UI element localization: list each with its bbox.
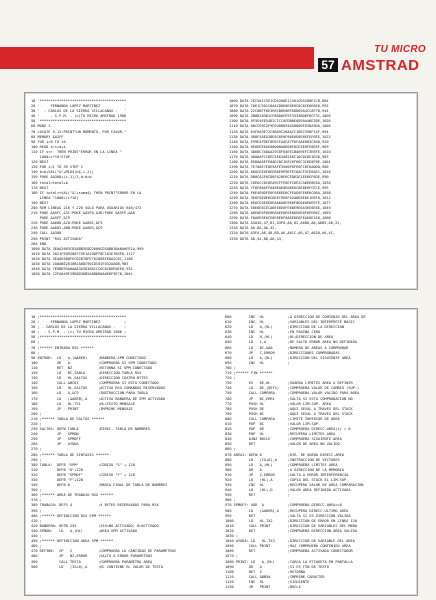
code-line: 760 JP NC,ERR1 ;SALTA SI ESTA COMPROBACION NO bbox=[225, 396, 353, 401]
code-line: 310 DEFB "O"+128 bbox=[31, 467, 83, 472]
tu-micro-label: TU MICRO bbox=[374, 44, 426, 55]
basic-listing-left bbox=[31, 99, 216, 283]
code-line: 1010 CALL PRINT ;DIRECCION DE VARIABLES DEL MENU bbox=[225, 523, 357, 528]
code-line: 1240 DATA F6E4E6DFE6F0E6EE6CFEAE6FE6E6C06A,1058 bbox=[229, 190, 331, 195]
code-line: 200 REM LINEAS 210 Y 220 SOLO PARA USUARIOS 646/472 bbox=[31, 205, 142, 210]
code-line: 650 LD L,A ;DE SALTO ERROR AREA NO DEFINIDA bbox=[225, 340, 357, 345]
code-line: 830 POP HL ;RECUPERA LIMITES AREA bbox=[225, 432, 336, 437]
code-line: 1050 CALL PRINT ;HAZ COMPRUEBA CONTENIDO AREA bbox=[225, 544, 351, 549]
code-line: 100 OR A ;COMPRUEBA SI SPM CONECTADO bbox=[31, 360, 157, 365]
code-line: 260 END bbox=[31, 241, 47, 246]
header-red-bar bbox=[0, 47, 314, 69]
code-line: 1120 DATA 64F6A9E72C5BA9C26AACC1DEC59DF15F,994 bbox=[229, 129, 329, 134]
code-line: 70 ;****** ENTRADA RSX ****** bbox=[31, 345, 94, 350]
code-line: 1030 DATA 2A0ABE2010B2A0DC90CDC01F032AA0B,985 bbox=[31, 262, 129, 266]
code-line: 280 ;****** TABLA DE SINTAXIS ****** bbox=[31, 452, 109, 457]
code-line: 180 IF total<>VAL("&"+suma$) THEN PRINT"ERROR EN LA bbox=[31, 190, 142, 195]
code-line: 630 INC HL ;EN PAGINA CERO bbox=[225, 330, 321, 335]
code-line: 1020 RET ;COMPRUEBA DIRECCION AREA VALIDA bbox=[225, 528, 357, 533]
code-line: 460 ; bbox=[31, 544, 42, 549]
assembler-listing-right bbox=[225, 315, 413, 591]
code-line: 10 ;**************************************** bbox=[31, 315, 127, 319]
code-line: 910 JP Z,ERROR ;SALTA A ERROR INTERFERENCIA bbox=[225, 472, 349, 477]
code-line: 390 ; bbox=[31, 508, 42, 513]
code-line: 800 CALL COMPARA ;LIMITE INFERIOR DE AREA bbox=[225, 416, 340, 421]
code-line: 30 ; - CARLOS DE LA SIERRA VILLACANAS - ; bbox=[31, 325, 127, 330]
code-line: 1110 DATA 00CCE0C2F9F04D6D94A58800F63DA3DA,1004 bbox=[229, 124, 331, 129]
code-line: 10 '**************************************** bbox=[31, 99, 127, 103]
code-line: 610 INC HL ;VARIABLES DEL INTERPRETE BASIC bbox=[225, 320, 355, 325]
code-line: 410 ; bbox=[31, 518, 42, 523]
code-line: 20 ' FERNANDO LOPEZ MARTINEZ ' bbox=[31, 104, 127, 109]
code-line: 440 ; bbox=[31, 534, 42, 539]
code-line: POKE &A5FF,&C9 bbox=[31, 216, 70, 221]
code-line: 950 RET ; bbox=[225, 493, 290, 498]
code-line: 670 JP C,ERROR ;DIRECCIONES COMPROBADAS bbox=[225, 350, 340, 355]
code-line: 1230 DATA 7F6F06AFF6A9EAE0E06E6C6E8E6FCECE,995 bbox=[229, 185, 329, 190]
code-line: 330 DEFB "F"+128 bbox=[31, 478, 83, 482]
code-line: 110 RET NZ ;RETORNA SI SPM CONECTADO bbox=[31, 365, 153, 370]
code-line: 1110 CALL &BB5A ;IMPRIME CARACTER bbox=[225, 574, 325, 579]
code-line: 230 POKE &A602,&BB:POKE &A603,&C9 bbox=[31, 226, 103, 231]
code-line: 870 AREA1: DEFW 0 ;DIR. DE QUEDA DIRECC.AREA bbox=[225, 452, 344, 457]
code-line: 1210 DATA DB0CA2F6CD6FA20E6CED62E1EE6EF6DE,990 bbox=[229, 175, 329, 180]
code-line: 640 LD H,(HL) ;HL=DIRECCION DE AREA bbox=[225, 335, 334, 340]
code-line: 940 LD (HL),D ;VALOR AREA DEFINIDA ACTIVADA bbox=[225, 488, 351, 493]
code-line: 300 TABLA: DEFB "SPM" ;CODIGO "S" + 128 bbox=[31, 462, 135, 467]
code-line: 1020 DATA 3EA0E680FECD2878FE702808FE8A2C8C,1188 bbox=[31, 256, 133, 261]
code-line: 720 ; bbox=[225, 376, 236, 381]
code-line: 1310 DATA A6,6A,A6,42, bbox=[229, 226, 277, 231]
code-line: 730 EX DE,HL ;GUARDA LIMITES AREA A DEFINIR bbox=[225, 381, 353, 386]
code-line: 190 NEXT bbox=[31, 200, 49, 205]
code-line: 880 LD (IX+0),A ;INSTRUCCION DE VECTORES bbox=[225, 457, 340, 462]
code-line: 700 ; bbox=[225, 365, 236, 370]
code-line: 240 CALL &A300 bbox=[31, 231, 62, 236]
code-line: 1260 DATA 6E6CE6E6E6EA66A6E9E6F6E6E6E6EEFE,1077 bbox=[229, 200, 331, 205]
code-line: 100 READ a:s=a+s bbox=[31, 144, 66, 149]
code-line: 1080 DATA 22C0BFF6E3E6CB6E6BF6DD69A4CCAF7D,944 bbox=[229, 109, 329, 114]
code-line: 1080 PRINT: LD A,(HL) ;CARGA LA ETIQUETA EN PANTALLA bbox=[225, 559, 353, 564]
code-line: 1250 DATA 3E6F6E0E6C6EEC9E6FA2A8E6E6E1E6F6,1012 bbox=[229, 195, 331, 200]
code-line: 1330 DATA A6,44,8D,A6,43, bbox=[229, 236, 284, 241]
code-line: 70 LOCATE 9,12:PRINT"UN MOMENTO, POR FAVOR." bbox=[31, 129, 127, 134]
code-line: 960 ; bbox=[225, 498, 236, 503]
code-line: 1300 DATA A3A3A,47,81,A3F0,A6,82,A6D0,A6,A685,A6,31, bbox=[229, 221, 342, 226]
code-line: 1000+i*10:STOP bbox=[31, 155, 70, 160]
code-line: 160 total=total+b bbox=[31, 180, 68, 185]
code-line: 780 PUSH DE ;AQUI SEVAL A TRAVES DEL STACK bbox=[225, 406, 353, 411]
code-line: 340 DEFB 0 ;MARCA FINAL DE TABLA DE NOMBRES bbox=[31, 483, 168, 488]
code-line: 50 '**************************************** bbox=[31, 119, 127, 124]
assembler-listing-panel bbox=[24, 308, 418, 596]
code-line: 1290 DATA F6A6E6E6CE6F6E6F0AEE6E6FEAE6E1E6,1068 bbox=[229, 216, 331, 221]
code-line: 40 ; - S.P.M. - (c) TU MICRO AMSTRAD 1986 ; bbox=[31, 330, 127, 335]
code-line: 660 LD BC,&A6 ;NUMERO DE AREAS A COMPROBAR bbox=[225, 345, 349, 350]
code-line: 1190 DATA 7E7A6E7E0E5AFE3500F6FE6FC6F6A0D0,986 bbox=[229, 165, 329, 170]
code-line: 850 RET ;VALOR DE AREA NO VALIDO bbox=[225, 442, 340, 447]
code-line: 150 LD HL,SALTOS ;ACTIVA RSX COMANDOS RESERVADOS bbox=[31, 386, 166, 391]
code-line: 1160 DATA 4D60C7A0AA29C8F64EE1BA69EFC3E6FE,1010 bbox=[229, 149, 331, 154]
code-line: 400 ;****** DEFINICION RSX SPM ****** bbox=[31, 513, 112, 518]
code-line: 180 LD HL,TX1 ;HL=TEXTO MENSAJE bbox=[31, 401, 135, 406]
code-line: 750 CALL COMPARA ;COMPRUEBA VALOR VALIDO PARA AREA bbox=[225, 391, 360, 396]
page-header bbox=[0, 0, 436, 80]
code-line: 1220 DATA C6E6CC0C6EA9CFFE6EFC6E2CA6EE6E6A,1034 bbox=[229, 180, 331, 185]
code-line: 1090 OR A ;SI ES FIN DE TEXTO bbox=[225, 564, 329, 569]
code-line: 360 ;****** AREA DE TRABAJO RSX ****** bbox=[31, 493, 114, 498]
code-line: 130 FOR i=1 TO 39 STEP 2 bbox=[31, 165, 83, 170]
code-line: 430 SPMON: LD A,(HL) ;AREA SPM ACTIVADO bbox=[31, 528, 138, 533]
code-line: 860 ; bbox=[225, 447, 236, 452]
code-line: 1130 JR PRINT ;BUCLE bbox=[225, 584, 301, 589]
code-line: 170 NEXT bbox=[31, 185, 49, 190]
code-line: 820 POP DE ;COMPRUEBA DIRECC.AREA(i) = 0 bbox=[225, 427, 351, 432]
code-line: 60 MODE 1 bbox=[31, 124, 51, 129]
code-line: 1050 DATA C2FA049F29D8D36B5A8D6D0A6E6F9E78,1041 bbox=[31, 272, 133, 277]
code-line: LINEA "1000+(i*10) bbox=[31, 195, 79, 200]
code-line: 250 PRINT "RSX ACTIVADA" bbox=[31, 236, 83, 241]
code-line: 1280 DATA A6E6E6F6E6E6AEE6E0E06E6E6F6EE66C,1063 bbox=[229, 211, 331, 216]
code-line: 90 ENTRAR: LD A,(&A6EB) ;BANDERA SPM CONECTADO bbox=[31, 355, 146, 360]
code-line: 1030 ; bbox=[225, 534, 238, 539]
code-line: 450 ;****** DEFINICION AREA SPM ****** bbox=[31, 539, 114, 544]
code-line: 930 INC HL ;RECUPERA VALOR DE AREA COMPARACION bbox=[225, 483, 364, 488]
code-line: 120 LD BC,TABLA ;DIRECCION TABLA RSX bbox=[31, 371, 142, 376]
code-line: 80 MEMORY &A2FF bbox=[31, 134, 64, 139]
basic-listing-right bbox=[229, 99, 413, 283]
code-line: 900 OR A ;A DIRECCION DE LA MEMORIA bbox=[225, 467, 344, 472]
page-number: 57 bbox=[318, 58, 338, 72]
code-line: 1140 DATA E99E4FDEF0E6CFAAFA7F6FAAE6D3C500,920 bbox=[229, 139, 329, 144]
code-line: 1000 LD HL,TX2 ;DIRECCION DE ERROR EN LINEA 120 bbox=[225, 518, 357, 523]
code-line: 840 DJNZ BUCLE ;COMPRUEBA SIGUIENTE AREA bbox=[225, 437, 342, 442]
code-line: 230 SALTOS: DEFW TABLA ;DIREC. TABLA DE NOMBRES bbox=[31, 427, 150, 432]
code-line: 60 ; bbox=[31, 340, 40, 345]
code-line: 210 POKE &A5FC,&3C:POKE &A5FD,&3B:POKE &A5FE,&A6 bbox=[31, 211, 135, 216]
code-line: 810 POP BC ;VALOR LIM.SUP. bbox=[225, 421, 321, 426]
code-line: 220 ; bbox=[31, 421, 42, 426]
code-line: 250 JP SPMOFF bbox=[31, 437, 81, 442]
code-line: 290 ; bbox=[31, 457, 42, 462]
code-line: 190 JP PRINT ;IMPRIME MENSAJE bbox=[31, 406, 133, 411]
code-line: 1200 DATA 68ACEE0F6EE86E9E9EFEC6ACF3CE6AE1,1016 bbox=[229, 170, 331, 175]
code-line: 40 ' - S.P.M. - (c)TU MICRO AMSTRAD 1986 bbox=[31, 114, 127, 119]
code-line: 210 ;****** TABLA DE SALTOS ****** bbox=[31, 416, 105, 421]
code-line: 970 SPMOFF: XOR A ;COMPRUEBA DIRECC.AREA<=0 bbox=[225, 503, 342, 508]
code-line: 420 BANDERA: DEFB 255 ;255=NO ACTIVADO; 0=ACTIVADO bbox=[31, 523, 159, 528]
code-line: 500 LD (IX+0),A ;HL CONTIENE EL VALOR DE TESTA bbox=[31, 564, 163, 569]
code-line: 140 CALL &BCD1 ;COMPRUEBA SI ESTA CONECTADO bbox=[31, 381, 159, 386]
code-line: 1070 ; bbox=[225, 554, 238, 559]
code-line: 1060 RET ;COMPRUEBA ACTIVADO CONECTADOR bbox=[225, 549, 353, 554]
code-line: 770 PUSH HL ;VALOR LIM.SUP. AREA bbox=[225, 401, 332, 406]
assembler-listing-left bbox=[31, 315, 209, 591]
code-line: 80 ; bbox=[31, 350, 40, 355]
code-line: 680 LD A,(HL) ;DIRECCION DEL SIGUIENTE AREA bbox=[225, 355, 351, 360]
code-line: 1100 RET Z ;RETORNA bbox=[225, 569, 306, 574]
code-line: 990 RET ;SALTA SI ES DIRECCION VALIDA bbox=[225, 513, 351, 518]
code-line: 1000 DATA 3E0A2603CD5ABB3E0D2600CD5ABB1BA6A0FE1A,999 bbox=[31, 246, 144, 251]
code-line: 1100 DATA 5F5E4EE54D2C1CCAFDB0E6D9AA46E2BE,1026 bbox=[229, 119, 331, 124]
amstrad-brand: AMSTRAD bbox=[341, 57, 420, 74]
code-line: 480 JP NZ,ERROR ;SALTA A ERROR PARAMETROS bbox=[31, 554, 153, 559]
code-line: 790 PUSH BC ;AQUI SEVAL A TRAVES DEL STACK bbox=[225, 411, 353, 416]
code-line: 1040 AYUDA: LD HL,TX3 ;DIRECCION DE VARIABLE DEL AREA bbox=[225, 539, 355, 544]
code-line: 620 LD A,(HL) ;DIRECCION DE LA DIRECCION bbox=[225, 325, 344, 330]
code-line: 120 NEXT bbox=[31, 160, 49, 165]
code-line: 220 POKE &A600,&CD:POKE &A601,&F3 bbox=[31, 221, 103, 226]
basic-listing-panel bbox=[24, 92, 418, 290]
code-line: 490 CALL TESTA ;COMPRUEBA PARAMETRO AREA bbox=[31, 559, 153, 564]
code-line: 320 DEFB "SPMOF" ;CODIGO "F" + 128 bbox=[31, 472, 135, 477]
code-line: 1010 DATA 2821FE092007C5E1A1D0FF0C181E7B3FD,1117 bbox=[31, 251, 135, 256]
code-line: 1270 DATA E0E6E6CECA6EE6E6FE66E9E6A3EE6E6E,1049 bbox=[229, 205, 331, 210]
code-line: 980 LD (&A6EB),A ;RECUPERA DIRECC.ULTIMO AREA bbox=[225, 508, 349, 513]
code-line: 140 b=b+VAL("&"+MID$(b$,i,2)) bbox=[31, 170, 94, 175]
code-line: 50 ;**************************************** bbox=[31, 335, 127, 340]
code-line: 350 ; bbox=[31, 488, 42, 493]
code-line: 160 LD A,&C9 ;INSTRUCCION PARA TABLA bbox=[31, 391, 148, 396]
code-line: 740 LD DE,(DEF1) ;COMPRUEBA VALOR DE CAMBIO (SUP.) bbox=[225, 386, 360, 391]
code-line: 1090 DATA 2B8D28381CF8DDAFE9F3333BD6F6CF3C,1005 bbox=[229, 114, 331, 119]
code-line: 1040 DATA 7EDBD93A0A0A3A3D30ACCC6C6C86E0EE0,932 bbox=[31, 267, 133, 272]
code-line: 1070 DATA C0E1C501C6A4CD0E0E0E0C6C6CE6E6E6,992 bbox=[229, 104, 329, 109]
code-line: 920 LD (HL),A ;COPIA DEL STACK EL LIM.SUP. bbox=[225, 478, 349, 482]
code-line: 150 POKE &A300+(i-1)/2,b:b=b bbox=[31, 175, 92, 180]
code-line: 1150 DATA 6E6EEE6AE00000A6D00F8CE3E6FE6E6F,969 bbox=[229, 144, 329, 149]
code-line: 1120 INC HL ;SIGUIENTE bbox=[225, 579, 310, 584]
code-line: 20 ; FERNANDO LOPEZ MARTINEZ ; bbox=[31, 320, 127, 325]
code-line: 380 TRABAJO: DEFS 4 ;4 BYTES RESERVADOS PARA RSX bbox=[31, 503, 159, 508]
code-line: 1180 DATA 85D0A0EFE0AD70C1E6C6F66C3C6E0F8E,1001 bbox=[229, 160, 331, 165]
code-line: 90 FOR i=0 TO 10 bbox=[31, 139, 66, 144]
code-line: 110 IF s<> THEN PRINT"ERROR EN LA LINEA " bbox=[31, 149, 122, 154]
code-line: 690 INC HL ; bbox=[225, 360, 290, 365]
code-line: 240 JP SPMON bbox=[31, 432, 79, 437]
code-line: 270 ; bbox=[31, 447, 42, 452]
code-line: 30 ' - CARLOS DE LA SIERRA VILLACANAS - ' bbox=[31, 109, 127, 114]
code-line: 370 ; bbox=[31, 498, 42, 503]
code-line: 890 LD A,(HL) ;COMPRUEBA LIMITES AREA bbox=[225, 462, 338, 467]
code-line: 1170 DATA 48A6AFCC6EC5E63A82E6C16C0C6E1D36,983 bbox=[229, 155, 329, 160]
code-line: 1130 DATA 4D8F5AEA38E0C6E6F86E6E6E6EFEF6EE,1022 bbox=[229, 134, 331, 139]
code-line: 170 LD (&A6EB),A ;ACTIVA BANDERA DE SPM ACTIVADO bbox=[31, 396, 166, 401]
code-line: 200 ; bbox=[31, 411, 42, 416]
code-line: 260 JP AYUDA bbox=[31, 442, 79, 447]
code-line: 600 INC HL ;A DIRECCION DE COMIENZO DEL AREA DE bbox=[225, 315, 366, 319]
code-line: 1060 DATA 2EC501C5E1CD5200E1C501CD5200E1CB,884 bbox=[229, 99, 329, 103]
code-line: 710 ;****** FIN ****** bbox=[225, 371, 273, 376]
code-line: 470 DEFINE: CP 2 ;COMPRUEBA LA CANTIDAD DE PARAMETROS bbox=[31, 549, 176, 554]
code-line: 130 LD HL,SALTOS ;DIRECCION CUATRO BYTES bbox=[31, 376, 148, 381]
code-line: 1320 DATA A3FA,A6,48,8D,A6,A61C,A6,A7,A620,A6,4C, bbox=[229, 231, 336, 236]
